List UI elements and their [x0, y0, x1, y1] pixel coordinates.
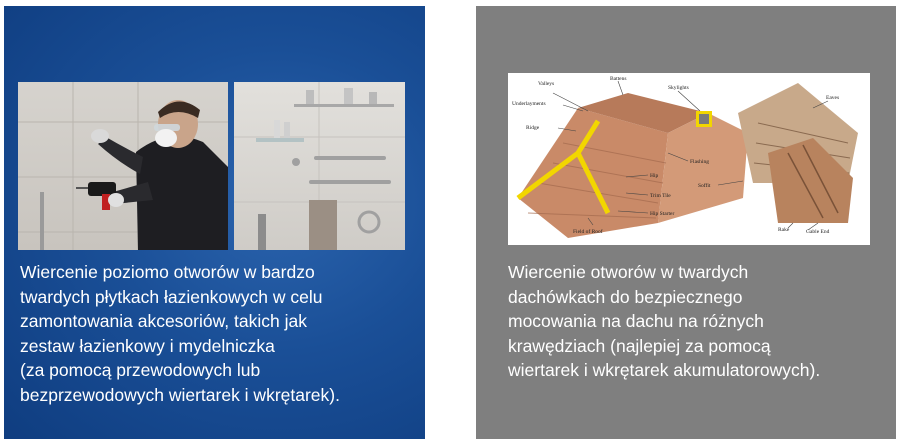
right-panel	[476, 6, 896, 439]
label-battens: Battens	[610, 76, 627, 82]
left-caption: Wiercenie poziomo otworów w bardzo twardych płytkach łazienkowych w celu zamontowania akcesoriów, takich jak zestaw łazienkowy i mydelniczka (za pomocą przewodowych lub bezprzewodowych wiertarek i wkrętarek).	[20, 262, 340, 405]
left-panel	[4, 6, 425, 439]
label-hip-starter: Hip Starter	[650, 211, 675, 217]
label-trim-tile: Trim Tile	[650, 193, 671, 199]
label-skylights: Skylights	[668, 85, 689, 91]
label-eaves: Eaves	[826, 95, 840, 101]
label-valleys: Valleys	[538, 81, 555, 87]
right-caption: Wiercenie otworów w twardych dachówkach do bezpiecznego mocowania na dachu na różnych krawędziach (najlepiej za pomocą wiertarek i wkrętarek akumulatorowych).	[508, 262, 821, 380]
label-underlayments: Underlayments	[512, 101, 546, 107]
label-rake: Rake	[778, 227, 790, 233]
label-field-of-roof: Field of Roof	[573, 229, 603, 235]
label-hip: Hip	[650, 173, 659, 179]
label-flashing: Flashing	[690, 159, 709, 165]
label-gable-end: Gable End	[806, 229, 830, 235]
worker-drilling-photo	[18, 82, 228, 250]
roof-anatomy-diagram	[508, 73, 870, 245]
bathroom-accessories-photo	[234, 82, 405, 250]
label-soffit: Soffit	[698, 183, 711, 189]
label-ridge: Ridge	[526, 125, 540, 131]
